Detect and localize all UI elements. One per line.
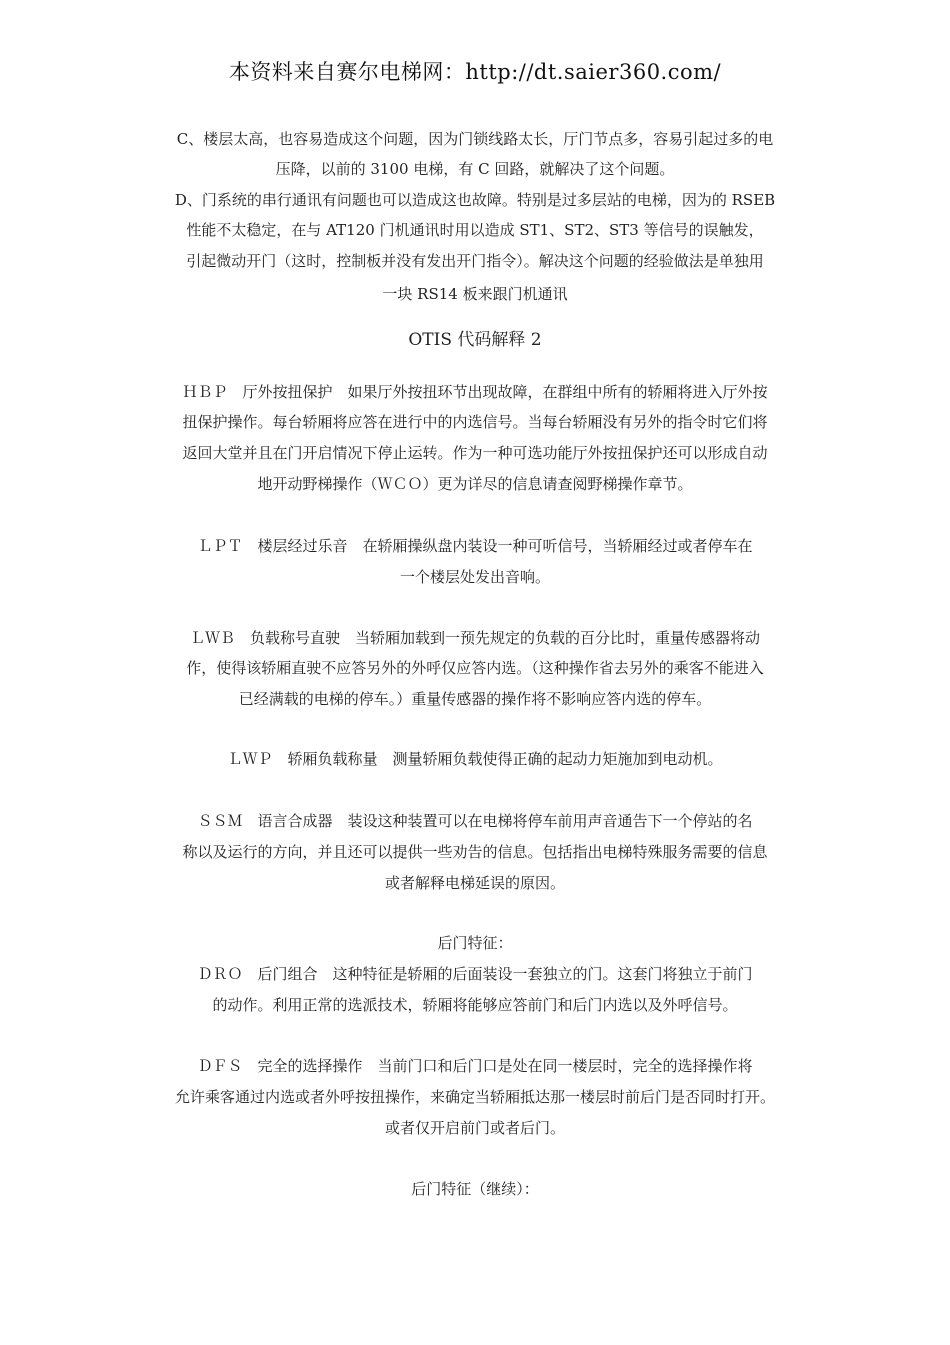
- text-line-d-2: 性能不太稳定，在与 AT120 门机通讯时用以造成 ST1、ST2、ST3 等信号的误触发，: [186, 221, 764, 239]
- ssm-line-1: ＳＳＭ 语言合成器 装设这种装置可以在电梯将停车前用声音通告下一个停站的名: [197, 812, 753, 830]
- dro-line-2: 的动作。利用正常的选派技术，轿厢将能够应答前门和后门内选以及外呼信号。: [212, 996, 738, 1014]
- dro-line-1: ＤＲＯ 后门组合 这种特征是轿厢的后面装设一套独立的门。这套门将独立于前门: [197, 965, 753, 983]
- ssm-line-2: 称以及运行的方向，并且还可以提供一些劝告的信息。包括指出电梯特殊服务需要的信息: [182, 843, 768, 861]
- ssm-line-3: 或者解释电梯延误的原因。: [384, 874, 565, 892]
- text-line-d-3: 引起微动开门（这时，控制板并没有发出开门指令）。解决这个问题的经验做法是单独用: [186, 252, 764, 270]
- hbp-line-2: 扭保护操作。每台轿厢将应答在进行中的内选信号。当每台轿厢没有另外的指令时它们将: [182, 413, 768, 431]
- lwb-line-2: 作，使得该轿厢直驶不应答另外的外呼仅应答内选。（这种操作省去另外的乘客不能进入: [186, 659, 764, 677]
- rear-door-heading: 后门特征：: [437, 934, 513, 952]
- lpt-line-1: ＬＰＴ 楼层经过乐音 在轿厢操纵盘内装设一种可听信号，当轿厢经过或者停车在: [197, 537, 753, 555]
- text-line-d-4: 一块 RS14 板来跟门机通讯: [382, 285, 568, 303]
- lpt-line-2: 一个楼层处发出音响。: [399, 568, 550, 586]
- text-line-c-2: 压降，以前的 3100 电梯，有 C 回路，就解决了这个问题。: [275, 160, 675, 178]
- hbp-line-1: ＨＢＰ 厅外按扭保护 如果厅外按扭环节出现故障，在群组中所有的轿厢将进入厅外按: [182, 383, 768, 401]
- hbp-line-4: 地开动野梯操作（ＷＣＯ）更为详尽的信息请查阅野梯操作章节。: [257, 475, 693, 493]
- lwb-line-3: 已经满载的电梯的停车。）重量传感器的操作将不影响应答内选的停车。: [238, 690, 712, 708]
- text-line-c-1: C、楼层太高，也容易造成这个问题，因为门锁线路太长，厅门节点多，容易引起过多的电: [176, 130, 774, 148]
- section-title: OTIS 代码解释 2: [408, 330, 542, 350]
- rear-door-continued-heading: 后门特征（继续）：: [411, 1180, 539, 1198]
- source-header: 本资料来自赛尔电梯网：http://dt.saier360.com/: [228, 60, 722, 84]
- text-line-d-1: D、门系统的串行通讯有问题也可以造成这也故障。特别是过多层站的电梯，因为的 RSEB: [174, 191, 776, 209]
- lwb-line-1: ＬＷＢ 负载称号直驶 当轿厢加载到一预先规定的负载的百分比时，重量传感器将动: [189, 629, 760, 647]
- dfs-line-3: 或者仅开启前门或者后门。: [384, 1119, 565, 1137]
- lwp-line-1: ＬＷＰ 轿厢负载称量 测量轿厢负载使得正确的起动力矩施加到电动机。: [227, 750, 723, 768]
- dfs-line-2: 允许乘客通过内选或者外呼按扭操作，来确定当轿厢抵达那一楼层时前后门是否同时打开。: [174, 1088, 775, 1106]
- hbp-line-3: 返回大堂并且在门开启情况下停止运转。作为一种可选功能厅外按扭保护还可以形成自动: [182, 444, 768, 462]
- dfs-line-1: ＤＦＳ 完全的选择操作 当前门口和后门口是处在同一楼层时，完全的选择操作将: [197, 1057, 753, 1075]
